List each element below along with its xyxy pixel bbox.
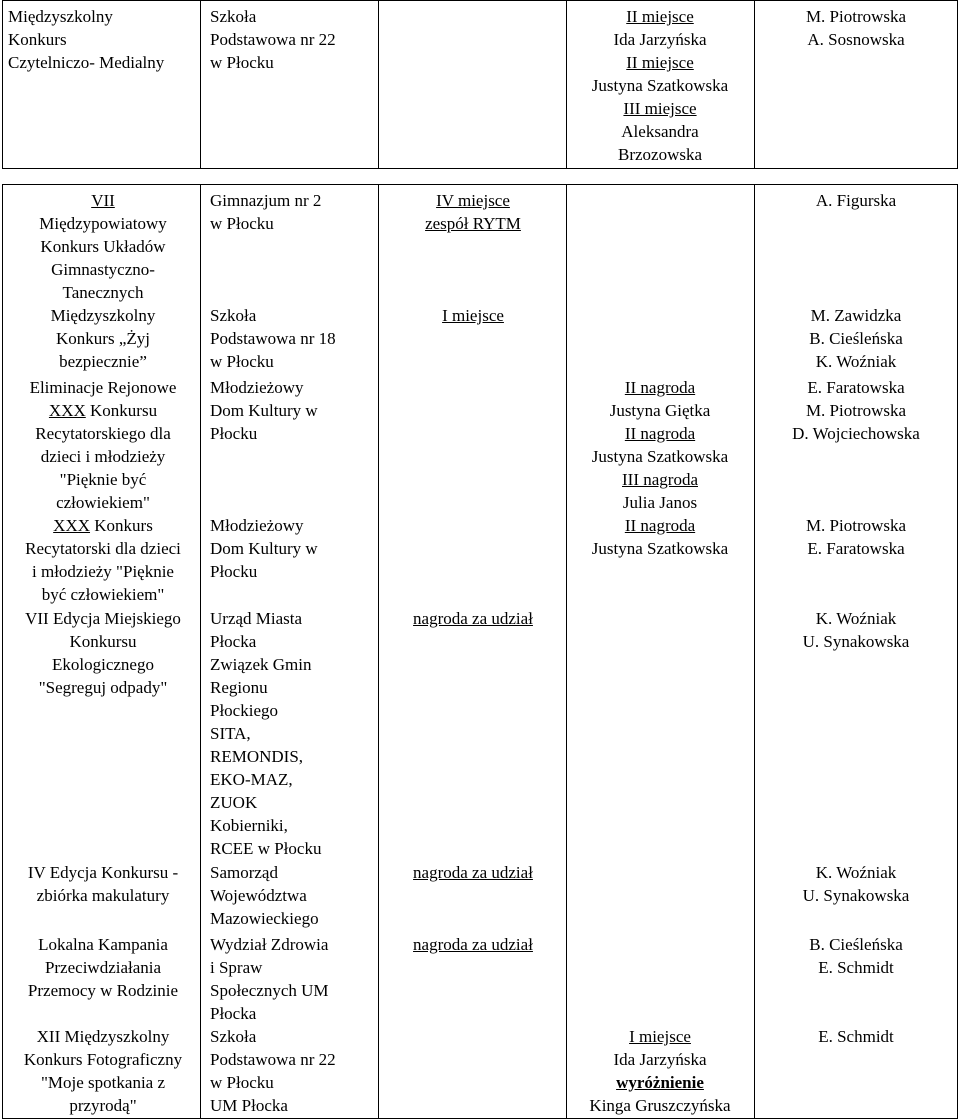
individual-result-block-4 xyxy=(566,514,754,560)
teachers-block-8 xyxy=(756,1025,956,1048)
contest-line: przyrodą" xyxy=(69,1096,137,1115)
contest-line: i młodzieży "Pięknie xyxy=(32,562,174,581)
team-result-block-2 xyxy=(380,304,566,327)
contest-line-rest: Konkurs xyxy=(90,516,153,535)
result-name: Kinga Gruszczyńska xyxy=(589,1096,731,1115)
top-contest-cell xyxy=(8,5,198,74)
contest-line: Recytatorskiego dla xyxy=(35,424,171,443)
organizer-line: Płockiego xyxy=(210,701,278,720)
result-name: Justyna Szatkowska xyxy=(591,539,729,558)
top-organizer-line: w Płocku xyxy=(210,53,274,72)
team-result-line: nagroda za udział xyxy=(413,863,533,882)
top-contest-line: Konkurs xyxy=(8,30,67,49)
result-name: Justyna Giętka xyxy=(609,401,711,420)
contest-block-8 xyxy=(8,1025,198,1117)
team-result-block-1 xyxy=(380,189,566,235)
contest-block-4 xyxy=(8,514,198,606)
contest-line: Konkursu xyxy=(69,632,137,651)
organizer-line: SITA, xyxy=(210,724,251,743)
team-result-line: nagroda za udział xyxy=(413,609,533,628)
top-results-cell xyxy=(566,5,754,166)
contest-block-2 xyxy=(8,304,198,373)
result-place: III miejsce xyxy=(623,99,697,118)
organizer-line: Mazowieckiego xyxy=(210,909,319,928)
organizer-line: Województwa xyxy=(210,886,307,905)
contest-line: "Segreguj odpady" xyxy=(38,678,168,697)
team-result-line: IV miejsce xyxy=(436,191,510,210)
contest-line: być człowiekiem" xyxy=(41,585,165,604)
teacher-name: M. Piotrowska xyxy=(805,516,907,535)
individual-result-block-8 xyxy=(566,1025,754,1117)
result-name: Justyna Szatkowska xyxy=(591,76,729,95)
teachers-block-2 xyxy=(756,304,956,373)
organizer-line: EKO-MAZ, xyxy=(210,770,293,789)
organizer-line: ZUOK xyxy=(210,793,258,812)
organizer-line: Wydział Zdrowia xyxy=(210,935,329,954)
teacher-name: E. Faratowska xyxy=(807,378,905,397)
teachers-block-3 xyxy=(756,376,956,445)
teacher-name: U. Synakowska xyxy=(802,886,910,905)
organizer-line: Społecznych UM xyxy=(210,981,329,1000)
contest-line xyxy=(8,514,198,537)
contest-line: Konkurs „Żyj xyxy=(56,329,150,348)
contest-line: Eliminacje Rejonowe xyxy=(29,378,177,397)
result-distinction: wyróżnienie xyxy=(616,1073,704,1092)
contest-line: dzieci i młodzieży xyxy=(40,447,166,466)
result-name: Julia Janos xyxy=(622,493,698,512)
team-result-block-5 xyxy=(380,607,566,630)
teacher-name: M. Piotrowska xyxy=(805,7,907,26)
organizer-line: Płocka xyxy=(210,1004,257,1023)
contest-line: człowiekiem" xyxy=(56,493,150,512)
result-place: II nagroda xyxy=(624,516,696,535)
organizer-line: w Płocku xyxy=(210,1073,274,1092)
teacher-name: A. Sosnowska xyxy=(807,30,905,49)
result-name: Ida Jarzyńska xyxy=(613,30,707,49)
organizer-line: Kobierniki, xyxy=(210,816,288,835)
organizer-line: Płocka xyxy=(210,632,257,651)
contest-line-rest: Konkursu xyxy=(85,401,158,420)
result-name: Justyna Szatkowska xyxy=(591,447,729,466)
teacher-name: E. Schmidt xyxy=(818,958,894,977)
teachers-block-7 xyxy=(756,933,956,979)
contest-line: Gimnastyczno- xyxy=(51,260,155,279)
organizer-line: Młodzieżowy xyxy=(210,516,304,535)
contest-line: VII xyxy=(91,191,115,210)
teacher-name: B. Cieśleńska xyxy=(809,935,903,954)
teacher-name: B. Cieśleńska xyxy=(809,329,903,348)
organizer-line: UM Płocka xyxy=(210,1096,288,1115)
organizer-block-7 xyxy=(210,933,375,1025)
organizer-line: w Płocku xyxy=(210,352,274,371)
organizer-line: Dom Kultury w xyxy=(210,401,318,420)
organizer-line: i Spraw xyxy=(210,958,263,977)
organizer-line: Regionu xyxy=(210,678,268,697)
contest-block-1 xyxy=(8,189,198,304)
result-place: II miejsce xyxy=(626,7,694,26)
contest-line: zbiórka makulatury xyxy=(36,886,170,905)
teacher-name: U. Synakowska xyxy=(802,632,910,651)
organizer-block-3 xyxy=(210,376,375,445)
teacher-name: K. Woźniak xyxy=(815,352,897,371)
team-result-line: I miejsce xyxy=(442,306,504,325)
organizer-line: Dom Kultury w xyxy=(210,539,318,558)
organizer-block-8 xyxy=(210,1025,375,1117)
team-result-line: zespół RYTM xyxy=(425,214,521,233)
contest-line xyxy=(8,399,198,422)
organizer-block-6 xyxy=(210,861,375,930)
contest-block-3 xyxy=(8,376,198,514)
contest-line: Międzyszkolny xyxy=(50,306,156,325)
contest-line: Tanecznych xyxy=(62,283,144,302)
teacher-name: D. Wojciechowska xyxy=(792,424,920,443)
result-name: Brzozowska xyxy=(617,145,703,164)
top-contest-line: Międzyszkolny xyxy=(8,7,113,26)
contest-line: Konkurs Układów xyxy=(40,237,166,256)
contest-line: Międzypowiatowy xyxy=(39,214,167,233)
individual-result-block-3 xyxy=(566,376,754,514)
contest-line: "Moje spotkania z xyxy=(40,1073,166,1092)
organizer-line: Płocku xyxy=(210,562,258,581)
contest-edition: XXX xyxy=(48,401,86,420)
result-place: III nagroda xyxy=(622,470,698,489)
organizer-line: Szkoła xyxy=(210,306,257,325)
teachers-block-6 xyxy=(756,861,956,907)
contest-line: Recytatorski dla dzieci xyxy=(25,539,181,558)
contest-block-5 xyxy=(8,607,198,699)
organizer-line: Związek Gmin xyxy=(210,655,312,674)
organizer-line: Urząd Miasta xyxy=(210,609,303,628)
top-organizer-line: Szkoła xyxy=(210,7,257,26)
result-name: Aleksandra xyxy=(621,122,699,141)
result-place: I miejsce xyxy=(629,1027,691,1046)
contest-line: Przemocy w Rodzinie xyxy=(27,981,179,1000)
organizer-line: Płocku xyxy=(210,424,258,443)
organizer-line: RCEE w Płocku xyxy=(210,839,322,858)
teacher-name: E. Faratowska xyxy=(807,539,905,558)
organizer-line: w Płocku xyxy=(210,214,274,233)
top-organizer-line: Podstawowa nr 22 xyxy=(210,30,336,49)
organizer-line: Podstawowa nr 18 xyxy=(210,329,336,348)
teacher-name: M. Piotrowska xyxy=(805,401,907,420)
contest-block-6 xyxy=(8,861,198,907)
organizer-line: Gimnazjum nr 2 xyxy=(210,191,322,210)
organizer-block-4 xyxy=(210,514,375,583)
result-place: II nagroda xyxy=(624,424,696,443)
teachers-block-1 xyxy=(756,189,956,212)
contest-line: Konkurs Fotograficzny xyxy=(23,1050,183,1069)
team-result-block-7 xyxy=(380,933,566,956)
contest-line: Przeciwdziałania xyxy=(44,958,162,977)
top-organizer-cell xyxy=(210,5,375,74)
organizer-line: REMONDIS, xyxy=(210,747,304,766)
contest-line: "Pięknie być xyxy=(59,470,147,489)
teacher-name: K. Woźniak xyxy=(815,609,897,628)
contest-block-7 xyxy=(8,933,198,1002)
top-teachers-cell xyxy=(756,5,956,51)
teachers-block-5 xyxy=(756,607,956,653)
organizer-block-5 xyxy=(210,607,375,860)
teacher-name: A. Figurska xyxy=(815,191,897,210)
contest-line: bezpiecznie” xyxy=(59,352,147,371)
organizer-block-1 xyxy=(210,189,375,235)
organizer-line: Podstawowa nr 22 xyxy=(210,1050,336,1069)
organizer-line: Młodzieżowy xyxy=(210,378,304,397)
team-result-line: nagroda za udział xyxy=(413,935,533,954)
result-place: II nagroda xyxy=(624,378,696,397)
organizer-line: Szkoła xyxy=(210,1027,257,1046)
teacher-name: M. Zawidzka xyxy=(810,306,902,325)
contest-line: IV Edycja Konkursu - xyxy=(27,863,179,882)
top-contest-line: Czytelniczo- Medialny xyxy=(8,53,165,72)
teacher-name: E. Schmidt xyxy=(818,1027,894,1046)
teacher-name: K. Woźniak xyxy=(815,863,897,882)
contest-line: Ekologicznego xyxy=(52,655,154,674)
organizer-line: Samorząd xyxy=(210,863,278,882)
contest-line: XII Międzyszkolny xyxy=(36,1027,170,1046)
contest-edition: XXX xyxy=(53,516,91,535)
team-result-block-6 xyxy=(380,861,566,884)
contest-line: VII Edycja Miejskiego xyxy=(25,609,181,628)
result-name: Ida Jarzyńska xyxy=(613,1050,707,1069)
organizer-block-2 xyxy=(210,304,375,373)
teachers-block-4 xyxy=(756,514,956,560)
contest-line: Lokalna Kampania xyxy=(38,935,168,954)
result-place: II miejsce xyxy=(626,53,694,72)
